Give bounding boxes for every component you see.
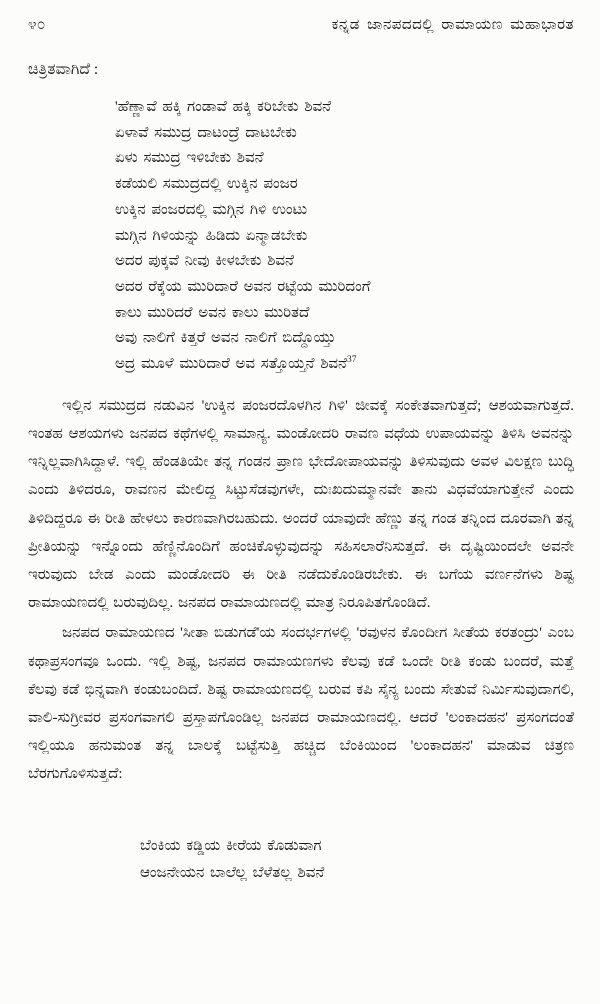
verse-line: ಅದರ ಪುಕ್ಕವೆ ನೀವು ಕೀಳಬೇಕು ಶಿವನೆ (115, 253, 294, 270)
verse-line: ಕಾಲು ಮುರಿದರೆ ಅವನ ಕಾಲು ಮುರಿತದೆ (115, 304, 310, 321)
page-header (28, 16, 574, 34)
verse-line: ಆಂಜನೇಯನ ಬಾಲೆಲ್ಲ ಬೆಳೆತಲ್ಲ ಶಿವನೆ (140, 864, 325, 881)
paragraph-1: ಇಲ್ಲಿನ ಸಮುದ್ರದ ನಡುವಿನ 'ಉಕ್ಕಿನ ಪಂಜರದೊಳಗಿನ ಗಿಳಿ' ಜೀವಕ್ಕೆ ಸಂಕೇತವಾಗುತ್ತದೆ; ಆಶಯವಾಗುತ್ತದೆ. ಇಂತಹ ಆಶಯಗಳು ಜನಪದ ಕಥೆಗಳಲ್ಲಿ ಸಾಮಾನ್ಯ. ಮಂಡೋದರಿ ರಾವಣ ವಧೆಯ ಉಪಾಯವನ್ನು ತಿಳಿಸಿ ಅವನನ್ನು ಇನ್ನಿಲ್ಲವಾಗಿಸಿದ್ದಾಳೆ. ಇಲ್ಲಿ ಹೆಂಡತಿಯೇ ತನ್ನ ಗಂಡನ ಪ್ರಾಣ ಭೇದೋಪಾಯವನ್ನು ತಿಳಿಸುವುದು ಅವಳ ವಿಲಕ್ಷಣ ಬುದ್ಧಿ ಎಂದು ತಿಳಿದರೂ, ರಾವಣನ ಮೇಲಿದ್ದ ಸಿಟ್ಟುಸೆಡವುಗಳೇ, ದುಃಖದುಮ್ಮಾನವೇ ತಾನು ವಿಧವೆಯಾಗುತ್ತೇನೆ ಎಂದು ತಿಳಿದಿದ್ದರೂ ಈ ರೀತಿ ಹೇಳಲು ಕಾರಣವಾಗಿರಬಹುದು. ಅಂದರೆ ಯಾವುದೇ ಹೆಣ್ಣು ತನ್ನ ಗಂಡ ತನ್ನಿಂದ ದೂರವಾಗಿ ತನ್ನ ಪ್ರೀತಿಯನ್ನು ಇನ್ನೊಂದು ಹೆಣ್ಣಿನೊಂದಿಗೆ ಹಂಚಿಕೊಳ್ಳುವುದನ್ನು ಸಹಿಸಲಾರೆನಿಸುತ್ತದೆ. ಈ ದೃಷ್ಟಿಯಿಂದಲೇ ಅವನೇ ಇರುವುದು ಬೇಡ ಎಂದು ಮಂಡೋದರಿ ಈ ರೀತಿ ನಡೆದುಕೊಂಡಿರಬೇಕು. ಈ ಬಗೆಯ ವರ್ಣನೆಗಳು ಶಿಷ್ಟ ರಾಮಾಯಣದಲ್ಲಿ ಬರುವುದಿಲ್ಲ. ಜನಪದ ರಾಮಾಯಣದಲ್ಲಿ ಮಾತ್ರ ನಿರೂಪಿತಗೊಂಡಿದೆ. (28, 397, 574, 612)
verse-line: ಬೆಂಕಿಯ ಕಡ್ಡಿಯ ಕೀರೆಯ ಕೊಡುವಾಗ (140, 837, 322, 854)
verse-line: ಮಗ್ಗಿನ ಗಿಳಿಯನ್ನು ಹಿಡಿದು ಏನ್ಮಾಡಬೇಕು (115, 227, 308, 244)
closing-couplet (140, 833, 574, 887)
paragraph-2: ಜನಪದ ರಾಮಾಯಣದ 'ಸೀತಾ ಬಿಡುಗಡೆ'ಯ ಸಂದರ್ಭಗಳಲ್ಲಿ 'ರವುಳನ ಕೊಂದೀಗ ಸೀತೆಯ ಕರತಂದ್ರು' ಎಂಬ ಕಥಾಪ್ರಸಂಗವೂ ಒಂದು. ಇಲ್ಲಿ ಶಿಷ್ಟ, ಜನಪದ ರಾಮಾಯಣಗಳು ಕೆಲವು ಕಡೆ ಒಂದೇ ರೀತಿ ಕಂಡು ಬಂದರೆ, ಮತ್ತೆ ಕೆಲವು ಕಡೆ ಭಿನ್ನವಾಗಿ ಕಂಡುಬಂದಿದೆ. ಶಿಷ್ಟ ರಾಮಾಯಣದಲ್ಲಿ ಬರುವ ಕಪಿ ಸೈನ್ಯ ಬಂದು ಸೇತುವೆ ನಿರ್ಮಿಸುವುದಾಗಲಿ, ವಾಲಿ-ಸುಗ್ರೀವರ ಪ್ರಸಂಗವಾಗಲಿ ಪ್ರಸ್ತಾಪಗೊಂಡಿಲ್ಲ ಜನಪದ ರಾಮಾಯಣದಲ್ಲಿ. ಆದರೆ 'ಲಂಕಾದಹನ' ಪ್ರಸಂಗದಂತೆ ಇಲ್ಲಿಯೂ ಹನುಮಂತ ತನ್ನ ಬಾಲಕ್ಕೆ ಬಟ್ಟೆಸುತ್ತಿ ಹಚ್ಚಿದ ಬೆಂಕಿಯಿಂದ 'ಲಂಕಾದಹನ' ಮಾಡುವ ಚಿತ್ರಣ ಬೆರಗುಗೊಳಿಸುತ್ತದೆ: (28, 625, 574, 783)
folk-verse-block (115, 95, 574, 378)
verse-line: ಕಡೆಯಲಿ ಸಮುದ್ರದಲ್ಲಿ ಉಕ್ಕಿನ ಪಂಜರ (115, 176, 298, 193)
footnote-ref: 37 (347, 355, 357, 366)
verse-line: ಅದರ ರೆಕ್ಕೆಯ ಮುರಿದಾರೆ ಅವನ ರಟ್ಟೆಯ ಮುರಿದಂಗೆ (115, 278, 371, 295)
verse-line: ಅದ್ರ ಮೂಳೆ ಮುರಿದಾರೆ ಅವ ಸತ್ತೊಯ್ತನೆ ಶಿವನೆ (115, 356, 347, 373)
verse-line-with-footnote (115, 352, 574, 378)
verse-line: ಏಳಾವೆ ಸಮುದ್ರ ದಾಟಂದ್ರೆ ದಾಟಬೇಕು (115, 124, 297, 141)
verse-line: ಅವು ನಾಲಿಗೆ ಕಿತ್ತರೆ ಅವನ ನಾಲಿಗೆ ಬಿದ್ದೊಯ್ತು (115, 330, 336, 347)
page-number: ೪೦ (28, 17, 46, 33)
verse-line: 'ಹೆಣ್ಣಾವೆ ಹಕ್ಕಿ ಗಂಡಾವೆ ಹಕ್ಕಿ ಕರಿಬೇಕು ಶಿವನೆ (115, 99, 332, 115)
verse-line: ಏಳು ಸಮುದ್ರ ಇಳಿಬೇಕು ಶಿವನೆ (115, 150, 264, 167)
running-title: ಕನ್ನಡ ಜಾನಪದದಲ್ಲಿ ರಾಮಾಯಣ ಮಹಾಭಾರತ (331, 17, 574, 33)
section-label: ಚಿತ್ರಿತವಾಗಿದೆ : (28, 61, 99, 78)
verse-line: ಉಕ್ಕಿನ ಪಂಜರದಲ್ಲಿ ಮಗ್ಗಿನ ಗಿಳಿ ಉಂಟು (115, 201, 308, 218)
